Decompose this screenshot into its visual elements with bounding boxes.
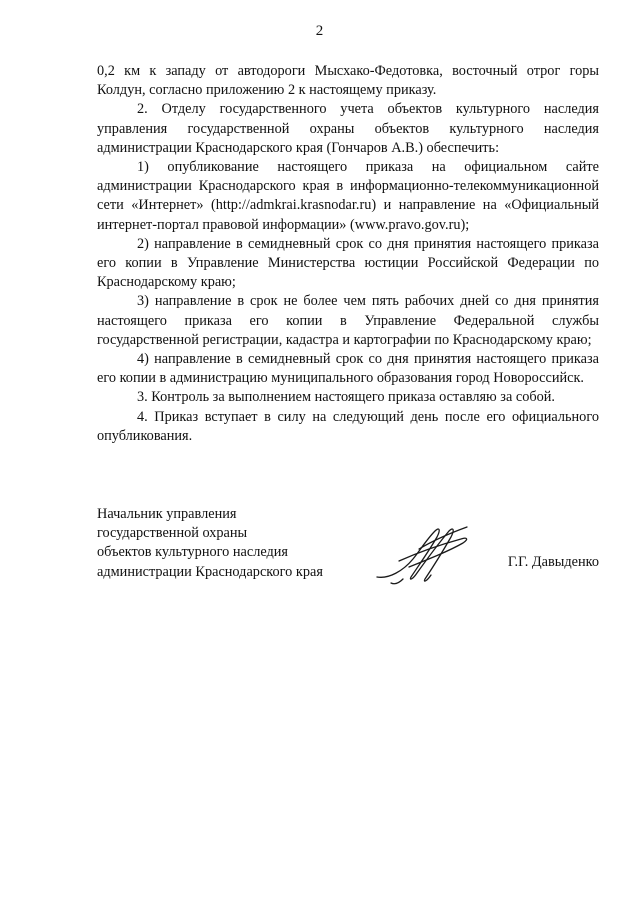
paragraph-item-2: 2. Отделу государственного учета объектов культурного наследия управления государственной охраны объектов культурного наследия администрации Краснодарского края (Гончаров А.В.) обеспечить:: [97, 101, 599, 156]
signatory-title-line: государственной охраны: [97, 525, 248, 542]
document-body: [97, 62, 599, 446]
signatory-name: Г.Г. Давыденко: [507, 554, 599, 570]
paragraph-subitem-2: 2) направление в семидневный срок со дня принятия настоящего приказа его копии в Управление Министерства юстиции Российской Федерации по Краснодарскому краю;: [97, 235, 599, 291]
paragraph-subitem-1: 1) опубликование настоящего приказа на официальном сайте администрации Краснодарского края в информационно-телекоммуникационной сети «Интернет» (http://admkrai.krasnodar.ru) и направление на «Официальный интернет-портал правовой информации» (www.pravo.gov.ru);: [97, 159, 599, 233]
signature-block: [97, 505, 599, 582]
signatory-title-line: Начальник управления: [97, 506, 237, 522]
paragraph-subitem-4: 4) направление в семидневный срок со дня принятия настоящего приказа его копии в администрацию муниципального образования город Новороссийск.: [97, 351, 599, 387]
paragraph-continuation: 0,2 км к западу от автодороги Мысхако-Федотовка, восточный отрог горы Колдун, согласно приложению 2 к настоящему приказу.: [97, 63, 599, 99]
signatory-title-line: администрации Краснодарского края: [97, 563, 323, 580]
signatory-title-line: объектов культурного наследия: [97, 544, 288, 561]
paragraph-item-3: 3. Контроль за выполнением настоящего приказа оставляю за собой.: [137, 389, 556, 406]
paragraph-item-4: 4. Приказ вступает в силу на следующий день после его официального опубликования.: [97, 408, 599, 444]
paragraph-subitem-3: 3) направление в срок не более чем пять рабочих дней со дня принятия настоящего приказа его копии в Управление Федеральной службы государственной регистрации, кадастра и картографии по Краснодарскому краю;: [97, 293, 599, 348]
page-number: 2: [315, 23, 324, 39]
handwritten-signature: [369, 519, 479, 589]
